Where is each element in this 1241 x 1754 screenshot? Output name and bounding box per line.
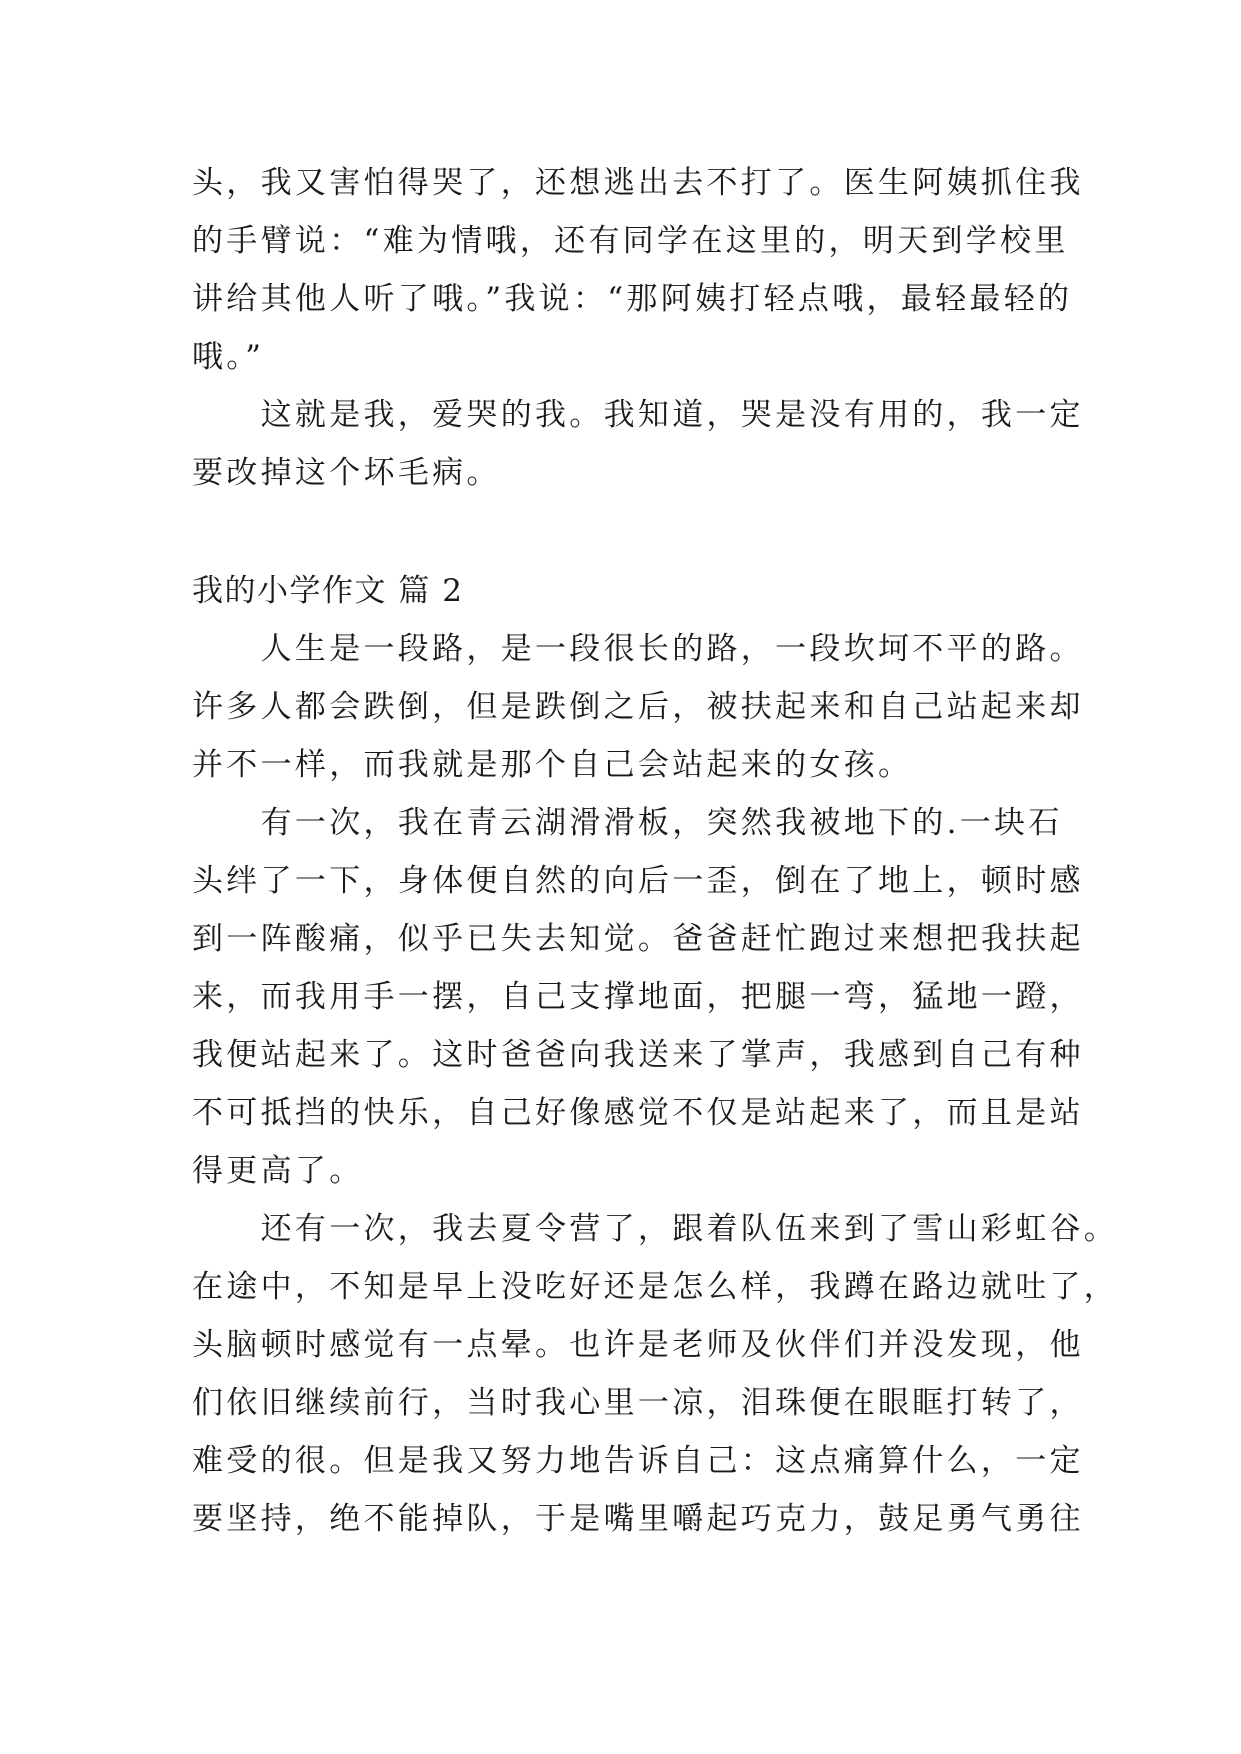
text-line: 不可抵挡的快乐，自己好像感觉不仅是站起来了，而且是站 [192, 1095, 1084, 1131]
text-line: 有一次，我在青云湖滑滑板，突然我被地下的.一块石 [192, 805, 1063, 841]
text-line: 的手臂说：“难为情哦，还有同学在这里的，明天到学校里 [192, 223, 1069, 259]
text-line: 并不一样，而我就是那个自己会站起来的女孩。 [192, 747, 913, 783]
text-line: 来，而我用手一摆，自己支撑地面，把腿一弯，猛地一蹬， [192, 979, 1084, 1015]
text-line: 难受的很。但是我又努力地告诉自己：这点痛算什么，一定 [192, 1443, 1084, 1479]
text-line: 头绊了一下，身体便自然的向后一歪，倒在了地上，顿时感 [192, 863, 1084, 899]
text-line: 们依旧继续前行，当时我心里一凉，泪珠便在眼眶打转了， [192, 1385, 1084, 1421]
text-line: 在途中，不知是早上没吃好还是怎么样，我蹲在路边就吐了， [192, 1269, 1119, 1305]
text-line: 这就是我，爱哭的我。我知道，哭是没有用的，我一定 [192, 397, 1084, 433]
text-line: 要改掉这个坏毛病。 [192, 455, 501, 491]
text-line: 头脑顿时感觉有一点晕。也许是老师及伙伴们并没发现，他 [192, 1327, 1084, 1363]
text-line: 哦。” [192, 339, 265, 375]
section-heading: 我的小学作文 篇 2 [192, 573, 464, 609]
text-line: 得更高了。 [192, 1153, 364, 1189]
text-line: 要坚持，绝不能掉队，于是嘴里嚼起巧克力，鼓足勇气勇往 [192, 1501, 1084, 1537]
text-line: 我便站起来了。这时爸爸向我送来了掌声，我感到自己有种 [192, 1037, 1084, 1073]
text-line: 头，我又害怕得哭了，还想逃出去不打了。医生阿姨抓住我 [192, 165, 1084, 201]
text-line: 还有一次，我去夏令营了，跟着队伍来到了雪山彩虹谷。 [192, 1211, 1119, 1247]
text-line: 许多人都会跌倒，但是跌倒之后，被扶起来和自己站起来却 [192, 689, 1084, 725]
text-line: 到一阵酸痛，似乎已失去知觉。爸爸赶忙跑过来想把我扶起 [192, 921, 1084, 957]
text-line: 人生是一段路，是一段很长的路，一段坎坷不平的路。 [192, 631, 1084, 667]
text-line: 讲给其他人听了哦。”我说：“那阿姨打轻点哦，最轻最轻的 [192, 281, 1073, 317]
